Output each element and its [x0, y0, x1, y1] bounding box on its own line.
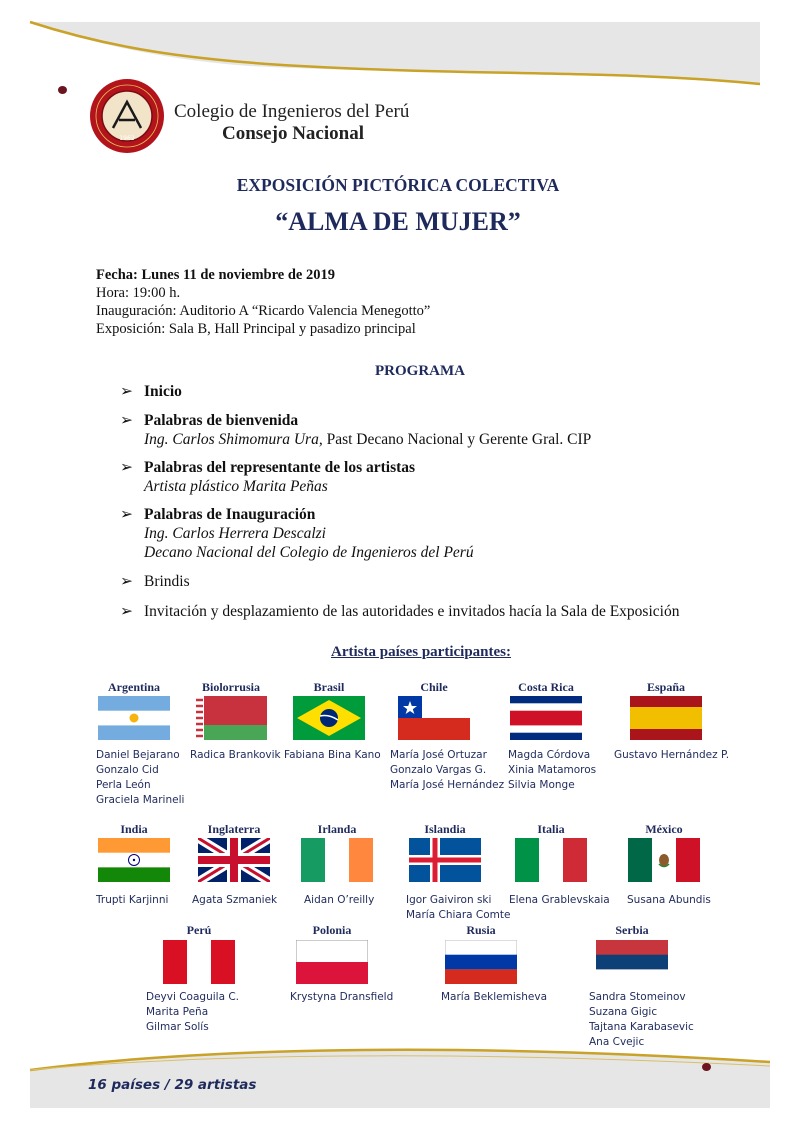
footer-summary: 16 países / 29 artistas	[88, 1077, 257, 1093]
artist-name: Gilmar Solís	[146, 1021, 209, 1033]
program-item	[120, 602, 679, 621]
country-name: Inglaterra	[207, 822, 261, 836]
artist-list	[146, 990, 239, 1035]
arrow-bullet-icon: ➢	[120, 506, 133, 523]
cip-logo	[89, 78, 165, 154]
org-subtitle: Consejo Nacional	[222, 123, 364, 144]
artist-name: María José Ortuzar	[390, 749, 487, 761]
programa-heading: PROGRAMA	[375, 363, 465, 379]
artist-list	[96, 893, 168, 908]
artist-name: Suzana Gigic	[589, 1006, 658, 1018]
event-info	[96, 266, 430, 338]
info-hora: Hora: 19:00 h.	[96, 285, 181, 301]
artist-list	[627, 893, 711, 908]
artist-name: Perla León	[96, 779, 151, 791]
countries-heading: Artista países participantes:	[331, 644, 511, 660]
country-name: Islandia	[424, 822, 466, 836]
program-item-speaker: Ing. Carlos Shimomura Ura,	[144, 431, 323, 448]
artist-name: Igor Gaiviron ski	[406, 894, 492, 906]
artist-name: Xinia Matamoros	[508, 764, 597, 776]
poland-flag	[296, 940, 368, 984]
artist-name: María Beklemisheva	[441, 991, 547, 1003]
country-name: Polonia	[312, 923, 352, 937]
artist-name: Krystyna Dransfield	[290, 991, 394, 1003]
artist-list	[192, 893, 277, 908]
country-name: India	[120, 822, 148, 836]
artist-name: Elena Grablevskaia	[509, 894, 610, 906]
program-item-speaker: Artista plástico Marita Peñas	[144, 478, 328, 495]
country-name: Italia	[537, 822, 565, 836]
artist-name: María Chiara Comte	[406, 909, 511, 921]
artist-list	[509, 893, 610, 908]
artist-name: Marita Peña	[146, 1006, 209, 1018]
artist-list	[96, 748, 184, 808]
russia-flag	[445, 940, 517, 984]
org-name: Colegio de Ingenieros del Perú	[174, 101, 410, 122]
artist-list	[614, 748, 729, 763]
iceland-flag	[409, 838, 481, 882]
program-item-title: Palabras del representante de los artistas	[144, 459, 416, 476]
program-item	[120, 411, 591, 449]
country-name: Serbia	[615, 923, 649, 937]
artist-list	[390, 748, 504, 793]
belarus-flag	[195, 696, 267, 740]
serbia-flag	[596, 940, 668, 984]
artist-name: Gonzalo Vargas G.	[390, 764, 487, 776]
program-item-role: Past Decano Nacional y Gerente Gral. CIP	[322, 431, 592, 448]
arrow-bullet-icon: ➢	[120, 459, 133, 476]
arrow-bullet-icon: ➢	[120, 383, 133, 400]
artist-name: Susana Abundis	[627, 894, 711, 906]
artist-list	[190, 748, 281, 763]
costa-rica-flag	[510, 696, 582, 740]
program-item-title: Invitación y desplazamiento de las autoridades e invitados hacía la Sala de Exposición	[144, 603, 680, 620]
artist-name: Agata Szmaniek	[192, 894, 278, 906]
country-name: España	[646, 680, 686, 694]
program-item-title: Palabras de bienvenida	[144, 412, 299, 429]
bullet-dot-decoration	[702, 1063, 711, 1071]
artist-list	[406, 893, 511, 923]
artist-name: Deyvi Coaguila C.	[146, 991, 240, 1003]
header-org	[174, 101, 409, 145]
arrow-bullet-icon: ➢	[120, 412, 133, 429]
country-name: Biolorrusia	[201, 680, 260, 694]
chile-flag	[398, 696, 470, 740]
country-name: Perú	[186, 923, 212, 937]
info-exposicion: Exposición: Sala B, Hall Principal y pasadizo principal	[96, 321, 416, 337]
country-name: Irlanda	[317, 822, 357, 836]
program-item-speaker: Ing. Carlos Herrera Descalzi	[144, 525, 326, 542]
country-name: Rusia	[466, 923, 496, 937]
program-item	[120, 572, 190, 591]
artist-name: María José Hernández	[390, 779, 505, 791]
spain-flag	[630, 696, 702, 740]
artist-name: Graciela Marineli	[96, 794, 185, 806]
brazil-flag	[293, 696, 365, 740]
mexico-flag	[628, 838, 700, 882]
ireland-flag	[301, 838, 373, 882]
peru-flag	[163, 940, 235, 984]
uk-flag	[198, 838, 270, 882]
arrow-bullet-icon: ➢	[120, 573, 133, 590]
country-name: México	[645, 822, 683, 836]
artist-name: Radica Brankovik	[190, 749, 281, 761]
artist-name: Tajtana Karabasevic	[589, 1021, 694, 1033]
program-item	[120, 505, 474, 562]
artist-name: Gonzalo Cid	[96, 764, 159, 776]
country-name: Chile	[420, 680, 448, 694]
artist-name: Daniel Bejarano	[96, 749, 180, 761]
program-item	[120, 458, 415, 496]
program-item-title: Inicio	[144, 383, 182, 400]
artist-name: Fabiana Bina Kano	[284, 749, 381, 761]
artist-list	[290, 990, 393, 1005]
country-name: Costa Rica	[518, 680, 574, 694]
event-name: “ALMA DE MUJER”	[275, 207, 521, 236]
program-item-title: Brindis	[144, 573, 190, 590]
logo-year: 1962	[119, 135, 135, 142]
arrow-bullet-icon: ➢	[120, 603, 133, 620]
italy-flag	[515, 838, 587, 882]
artist-name: Ana Cvejic	[589, 1036, 645, 1048]
artist-name: Gustavo Hernández P.	[614, 749, 730, 761]
india-flag	[98, 838, 170, 882]
info-inauguracion: Inauguración: Auditorio A “Ricardo Valencia Menegotto”	[96, 303, 431, 319]
info-fecha: Fecha: Lunes 11 de noviembre de 2019	[96, 267, 335, 283]
country-name: Brasil	[313, 680, 345, 694]
artist-list	[441, 990, 547, 1005]
artist-name: Trupti Karjinni	[96, 894, 169, 906]
artist-name: Magda Córdova	[508, 749, 591, 761]
program-item-role: Decano Nacional del Colegio de Ingenieros del Perú	[144, 544, 474, 561]
artist-name: Sandra Stomeinov	[589, 991, 686, 1003]
event-kind: EXPOSICIÓN PICTÓRICA COLECTIVA	[236, 175, 560, 195]
artist-list	[508, 748, 596, 793]
artist-name: Silvia Monge	[508, 779, 575, 791]
country-name: Argentina	[108, 680, 160, 694]
program-item-title: Palabras de Inauguración	[144, 506, 316, 523]
argentina-flag	[98, 696, 170, 740]
bullet-dot-decoration	[58, 86, 67, 94]
artist-name: Aidan O’reilly	[304, 894, 375, 906]
program-item	[120, 382, 182, 401]
artist-list	[284, 748, 381, 763]
artist-list	[304, 893, 374, 908]
